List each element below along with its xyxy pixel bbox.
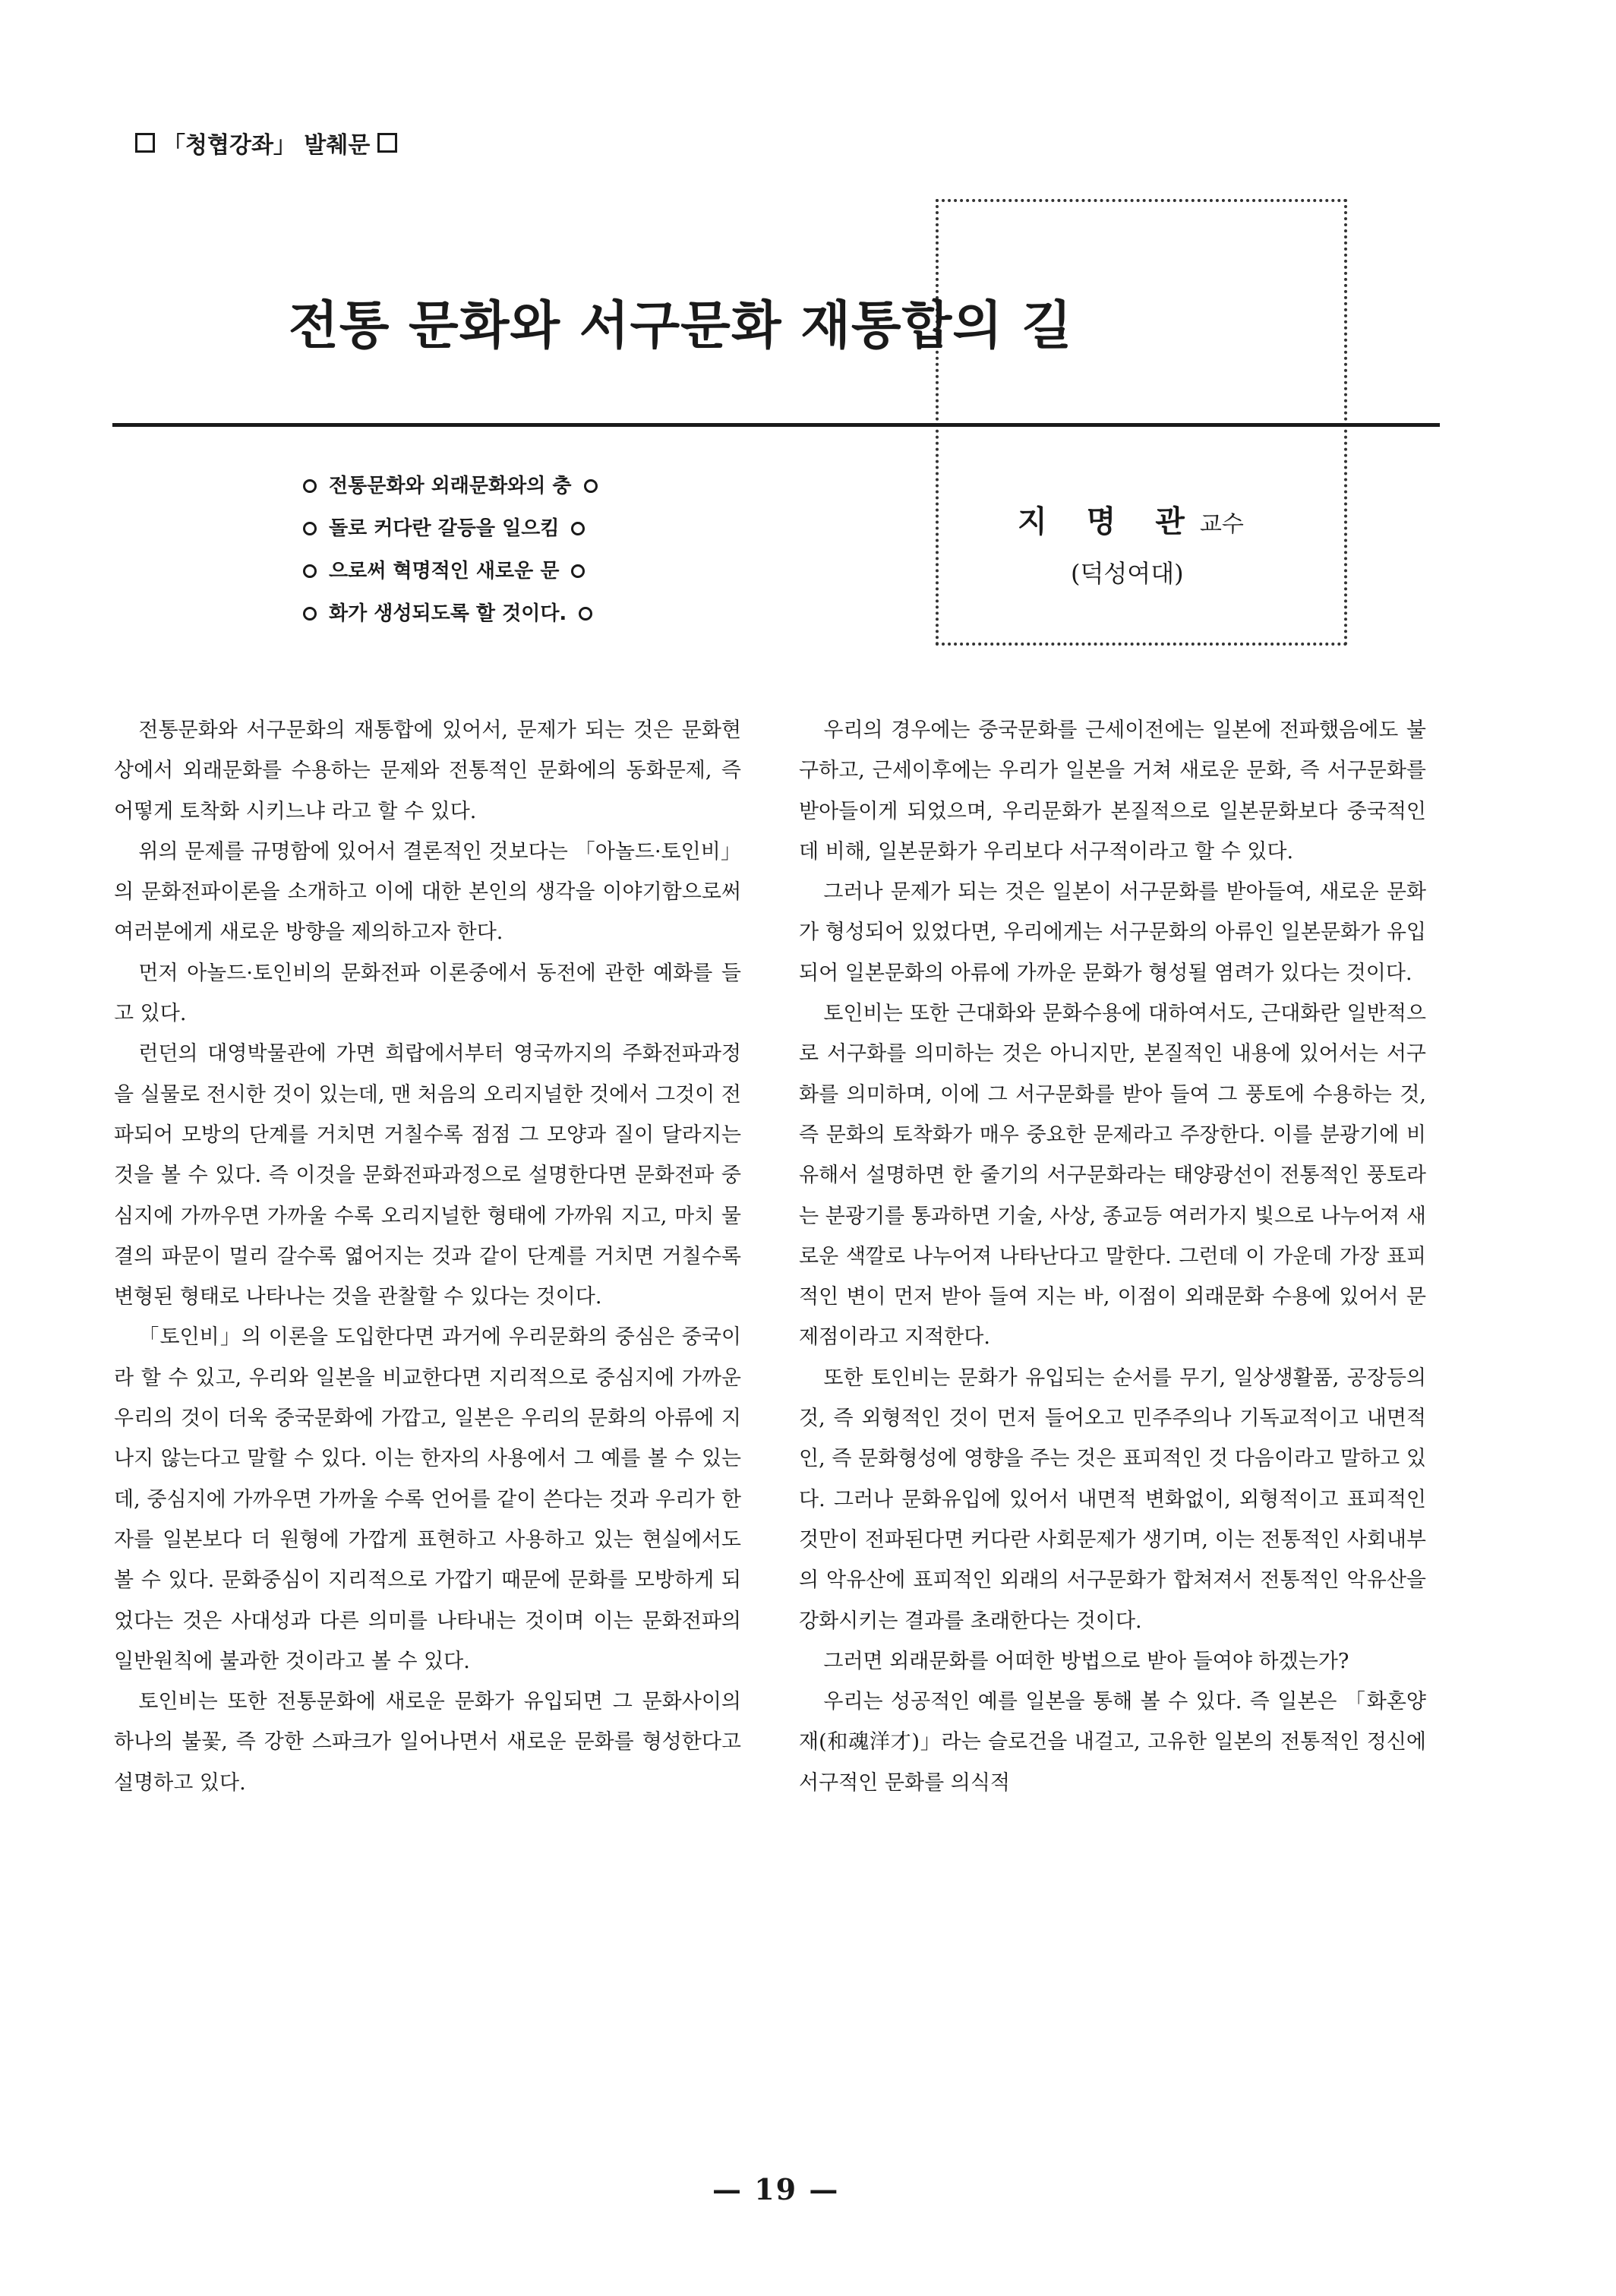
author-affiliation: (덕성여대) bbox=[1071, 559, 1184, 588]
paragraph: 「토인비」의 이론을 도입한다면 과거에 우리문화의 중심은 중국이라 할 수 있고, 우리와 일본을 비교한다면 지리적으로 중심지에 가까운 우리의 것이 더욱 중국문화에 가깝고, 일본은 우리의 문화의 아류에 지나지 않는다고 말할 수 있다. 이는 한자의 사용에서 그 예를 볼 수 있는데, 중심지에 가까우면 가까울 수록 언어를 같이 쓴다는 것과 우리가 한자를 일본보다 더 원형에 가깝게 표현하고 사용하고 있는 현실에서도 볼 수 있다. 문화중심이 지리적으로 가깝기 때문에 문화를 모방하게 되었다는 것은 사대성과 다른 의미를 나타내는 것이며 이는 문화전파의 일반원칙에 불과한 것이라고 볼 수 있다. bbox=[114, 1325, 741, 1673]
page-number: — 19 — bbox=[712, 2172, 840, 2206]
circle-bullet-icon bbox=[579, 607, 592, 621]
summary-text: 돌로 커다란 갈등을 일으킴 bbox=[329, 517, 560, 540]
paragraph: 런던의 대영박물관에 가면 희랍에서부터 영국까지의 주화전파과정을 실물로 전시한 것이 있는데, 맨 처음의 오리지널한 것에서 그것이 전파되어 모방의 단계를 거치면 거칠수록 점점 그 모양과 질이 달라지는 것을 볼 수 있다. 즉 이것을 문화전파과정으로 설명한다면 문화전파 중심지에 가까우면 가까울 수록 오리지널한 형태에 가까워 지고, 마치 물결의 파문이 멀리 갈수록 엷어지는 것과 같이 단계를 거치면 거칠수록 변형된 형태로 나타나는 것을 관찰할 수 있다는 것이다. bbox=[114, 1042, 741, 1309]
summary-block bbox=[291, 465, 610, 635]
circle-bullet-icon bbox=[584, 479, 598, 493]
author-name-char: 지 bbox=[1018, 504, 1047, 539]
circle-bullet-icon bbox=[303, 522, 317, 535]
summary-line bbox=[291, 507, 610, 550]
paragraph: 우리의 경우에는 중국문화를 근세이전에는 일본에 전파했음에도 불구하고, 근세이후에는 우리가 일본을 거쳐 새로운 문화, 즉 서구문화를 받아들이게 되었으며, 우리문화가 본질적으로 일본문화보다 중국적인 데 비해, 일본문화가 우리보다 서구적이라고 할 수 있다. bbox=[799, 718, 1426, 864]
author-title: 교수 bbox=[1199, 511, 1244, 538]
box-icon bbox=[377, 133, 397, 153]
paragraph: 우리는 성공적인 예를 일본을 통해 볼 수 있다. 즉 일본은 「화혼양재(和魂洋才)」라는 슬로건을 내걸고, 고유한 일본의 전통적인 정신에 서구적인 문화를 의식적 bbox=[799, 1690, 1426, 1795]
summary-line bbox=[291, 550, 610, 592]
circle-bullet-icon bbox=[303, 607, 317, 621]
left-column bbox=[114, 710, 741, 1803]
paragraph: 먼저 아놀드·토인비의 문화전파 이론중에서 동전에 관한 예화를 들고 있다. bbox=[114, 961, 741, 1026]
author-name-char: 명 bbox=[1086, 504, 1116, 539]
box-icon bbox=[135, 133, 155, 153]
summary-line bbox=[291, 465, 610, 507]
author-name-char: 관 bbox=[1155, 504, 1185, 539]
title-rule bbox=[112, 423, 1440, 427]
section-label-text: 「청협강좌」 발췌문 bbox=[163, 132, 371, 159]
circle-bullet-icon bbox=[303, 564, 317, 578]
article-title: 전통 문화와 서구문화 재통합의 길 bbox=[289, 296, 1073, 356]
circle-bullet-icon bbox=[571, 564, 585, 578]
paragraph: 또한 토인비는 문화가 유입되는 순서를 무기, 일상생활품, 공장등의 것, 즉 외형적인 것이 먼저 들어오고 민주주의나 기독교적이고 내면적인, 즉 문화형성에 영향을 주는 것은 표피적인 것 다음이라고 말하고 있다. 그러나 문화유입에 있어서 내면적 변화없이, 외형적이고 표피적인 것만이 전파된다면 커다란 사회문제가 생기며, 이는 전통적인 사회내부의 악유산에 표피적인 외래의 서구문화가 합쳐져서 전통적인 악유산을 강화시키는 결과를 초래한다는 것이다. bbox=[799, 1366, 1426, 1633]
section-label bbox=[135, 126, 397, 159]
circle-bullet-icon bbox=[303, 479, 317, 493]
paragraph: 그러면 외래문화를 어떠한 방법으로 받아 들여야 하겠는가? bbox=[823, 1649, 1349, 1673]
author-name bbox=[1018, 497, 1244, 541]
paragraph: 전통문화와 서구문화의 재통합에 있어서, 문제가 되는 것은 문화현상에서 외래문화를 수용하는 문제와 전통적인 문화에의 동화문제, 즉 어떻게 토착화 시키느냐 라고 할 수 있다. bbox=[114, 718, 741, 823]
summary-text: 으로써 혁명적인 새로운 문 bbox=[329, 560, 560, 583]
paragraph: 토인비는 또한 전통문화에 새로운 문화가 유입되면 그 문화사이의 하나의 불꽃, 즉 강한 스파크가 일어나면서 새로운 문화를 형성한다고 설명하고 있다. bbox=[114, 1690, 741, 1795]
right-column bbox=[799, 710, 1426, 1803]
summary-line bbox=[291, 592, 610, 635]
summary-text: 화가 생성되도록 할 것이다. bbox=[329, 602, 567, 625]
summary-text: 전통문화와 외래문화와의 충 bbox=[329, 475, 572, 497]
paragraph: 토인비는 또한 근대화와 문화수용에 대하여서도, 근대화란 일반적으로 서구화를 의미하는 것은 아니지만, 본질적인 내용에 있어서는 서구화를 의미하며, 이에 그 서구문화를 받아 들여 그 풍토에 수용하는 것, 즉 문화의 토착화가 매우 중요한 문제라고 주장한다. 이를 분광기에 비유해서 설명하면 한 줄기의 서구문화라는 태양광선이 전통적인 풍토라는 분광기를 통과하면 기술, 사상, 종교등 여러가지 빛으로 나누어져 새로운 색깔로 나누어져 나타난다고 말한다. 그런데 이 가운데 가장 표피적인 변이 먼저 받아 들여 지는 바, 이점이 외래문화 수용에 있어서 문제점이라고 지적한다. bbox=[799, 1002, 1426, 1350]
paragraph: 그러나 문제가 되는 것은 일본이 서구문화를 받아들여, 새로운 문화가 형성되어 있었다면, 우리에게는 서구문화의 아류인 일본문화가 유입되어 일본문화의 아류에 가까운 문화가 형성될 염려가 있다는 것이다. bbox=[799, 880, 1426, 985]
circle-bullet-icon bbox=[571, 522, 585, 535]
paragraph: 위의 문제를 규명함에 있어서 결론적인 것보다는 「아놀드·토인비」의 문화전파이론을 소개하고 이에 대한 본인의 생각을 이야기함으로써 여러분에게 새로운 방향을 제의하고자 한다. bbox=[114, 839, 741, 945]
